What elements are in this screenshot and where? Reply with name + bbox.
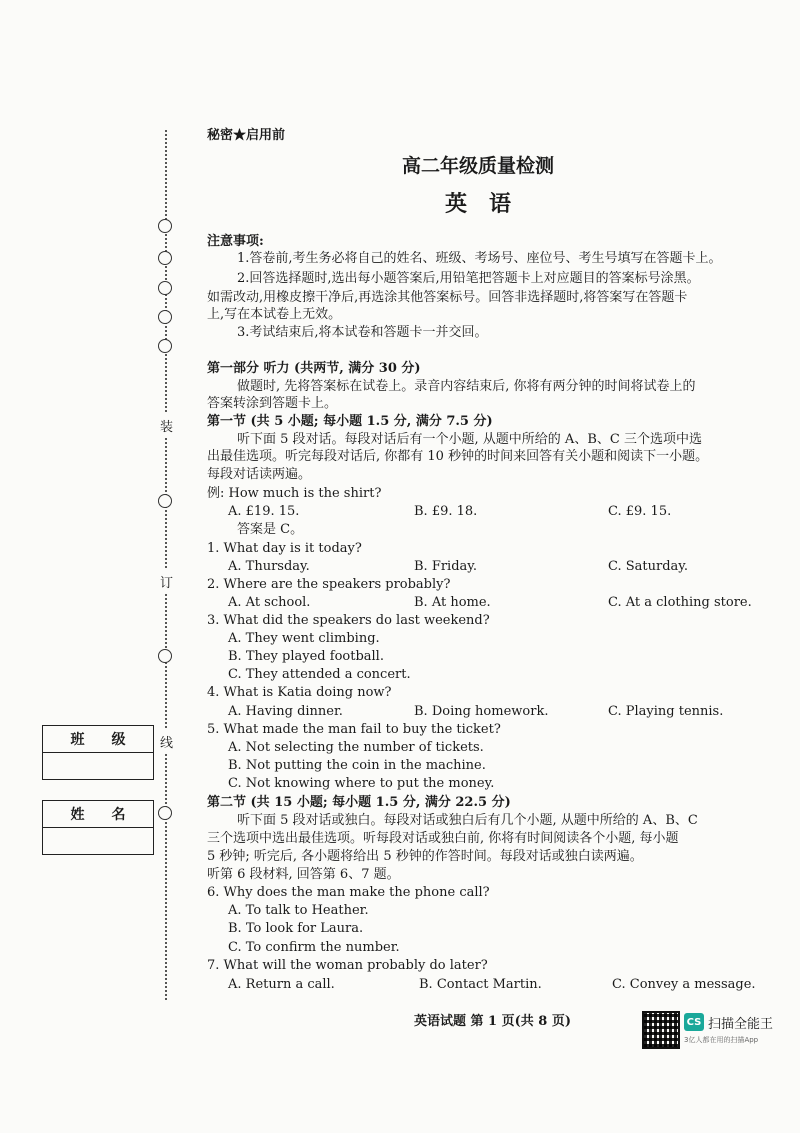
class-label-1: 班	[70, 732, 85, 748]
q6-option-a: A. To talk to Heather.	[228, 903, 369, 918]
question-1: 1. What day is it today?	[207, 541, 362, 556]
section1-intro: 每段对话读两遍。	[207, 467, 312, 482]
name-label-1: 姓	[70, 807, 85, 823]
name-field[interactable]	[43, 828, 153, 854]
notice-line: 2.回答选择题时,选出每小题答案后,用铅笔把答题卡上对应题目的答案标号涂黑。	[237, 271, 700, 286]
question-7: 7. What will the woman probably do later?	[207, 958, 488, 973]
binding-hole	[158, 339, 172, 353]
section1-intro: 出最佳选项。听完每段对话后, 你都有 10 秒钟的时间来回答有关小题和阅读下一小题。	[207, 449, 709, 464]
binding-hole	[158, 494, 172, 508]
q5-option-b: B. Not putting the coin in the machine.	[228, 758, 486, 773]
binding-hole	[158, 281, 172, 295]
scanner-app-tagline: 3亿人都在用的扫描App	[684, 1036, 759, 1044]
binding-hole	[158, 251, 172, 265]
binding-label-zhuang: 装	[160, 414, 173, 437]
q3-option-c: C. They attended a concert.	[228, 667, 411, 682]
q6-option-b: B. To look for Laura.	[228, 921, 364, 936]
class-field[interactable]	[43, 753, 153, 779]
q1-option-a: A. Thursday.	[228, 559, 310, 574]
q7-option-b: B. Contact Martin.	[419, 977, 542, 992]
class-box	[42, 725, 154, 780]
q5-option-a: A. Not selecting the number of tickets.	[228, 740, 484, 755]
q4-option-b: B. Doing homework.	[414, 704, 549, 719]
section1-intro: 听下面 5 段对话。每段对话后有一个小题, 从题中所给的 A、B、C 三个选项中选	[237, 432, 702, 447]
notice-line: 1.答卷前,考生务必将自己的姓名、班级、考场号、座位号、考生号填写在答题卡上。	[237, 251, 722, 266]
q7-option-a: A. Return a call.	[228, 977, 335, 992]
notice-line: 3.考试结束后,将本试卷和答题卡一并交回。	[237, 325, 488, 340]
name-label-2: 名	[111, 807, 126, 823]
page-footer: 英语试题 第 1 页(共 8 页)	[414, 1014, 572, 1029]
q3-option-b: B. They played football.	[228, 649, 384, 664]
exam-title: 高二年级质量检测	[402, 155, 555, 177]
section2-intro: 5 秒钟; 听完后, 各小题将给出 5 秒钟的作答时间。每段对话或独白读两遍。	[207, 849, 643, 864]
example-option-b: B. £9. 18.	[414, 504, 478, 519]
part1-intro: 答案转涂到答题卡上。	[207, 396, 338, 411]
cs-scanner-logo-icon: CS	[684, 1013, 704, 1031]
q2-option-c: C. At a clothing store.	[608, 595, 752, 610]
part1-heading: 第一部分 听力 (共两节, 满分 30 分)	[207, 361, 421, 376]
binding-hole	[158, 649, 172, 663]
section2-intro: 三个选项中选出最佳选项。听每段对话或独白前, 你将有时间阅读各个小题, 每小题	[207, 831, 679, 846]
section2-intro: 听下面 5 段对话或独白。每段对话或独白后有几个小题, 从题中所给的 A、B、C	[237, 813, 698, 828]
example-answer: 答案是 C。	[237, 522, 304, 537]
section1-heading: 第一节 (共 5 小题; 每小题 1.5 分, 满分 7.5 分)	[207, 414, 493, 429]
binding-hole	[158, 219, 172, 233]
question-4: 4. What is Katia doing now?	[207, 685, 392, 700]
binding-label-xian: 线	[160, 730, 173, 753]
question-6: 6. Why does the man make the phone call?	[207, 885, 490, 900]
q2-option-b: B. At home.	[414, 595, 491, 610]
q4-option-c: C. Playing tennis.	[608, 704, 724, 719]
binding-label-ding: 订	[160, 570, 173, 593]
notice-line: 如需改动,用橡皮擦干净后,再选涂其他答案标号。回答非选择题时,将答案写在答题卡	[207, 290, 688, 305]
secret-label: 秘密★启用前	[207, 128, 286, 143]
q6-option-c: C. To confirm the number.	[228, 940, 400, 955]
q4-option-a: A. Having dinner.	[228, 704, 343, 719]
section2-heading: 第二节 (共 15 小题; 每小题 1.5 分, 满分 22.5 分)	[207, 795, 511, 810]
notice-heading: 注意事项:	[207, 234, 264, 249]
question-3: 3. What did the speakers do last weekend?	[207, 613, 490, 628]
example-option-a: A. £19. 15.	[228, 504, 300, 519]
scanner-app-name: 扫描全能王	[708, 1017, 774, 1032]
class-label-2: 级	[111, 732, 126, 748]
q7-option-c: C. Convey a message.	[612, 977, 756, 992]
part1-intro: 做题时, 先将答案标在试卷上。录音内容结束后, 你将有两分钟的时间将试卷上的	[237, 379, 696, 394]
binding-hole	[158, 806, 172, 820]
q1-option-b: B. Friday.	[414, 559, 478, 574]
notice-line: 上,写在本试卷上无效。	[207, 307, 342, 322]
q2-option-a: A. At school.	[228, 595, 311, 610]
q5-option-c: C. Not knowing where to put the money.	[228, 776, 495, 791]
subject-title: 英语	[445, 191, 534, 217]
question-2: 2. Where are the speakers probably?	[207, 577, 451, 592]
name-box	[42, 800, 154, 855]
q1-option-c: C. Saturday.	[608, 559, 689, 574]
example-question: 例: How much is the shirt?	[207, 486, 382, 501]
section2-intro: 听第 6 段材料, 回答第 6、7 题。	[207, 867, 400, 882]
example-option-c: C. £9. 15.	[608, 504, 672, 519]
binding-hole	[158, 310, 172, 324]
qr-code-icon	[642, 1011, 680, 1049]
question-5: 5. What made the man fail to buy the ticket?	[207, 722, 501, 737]
q3-option-a: A. They went climbing.	[228, 631, 380, 646]
